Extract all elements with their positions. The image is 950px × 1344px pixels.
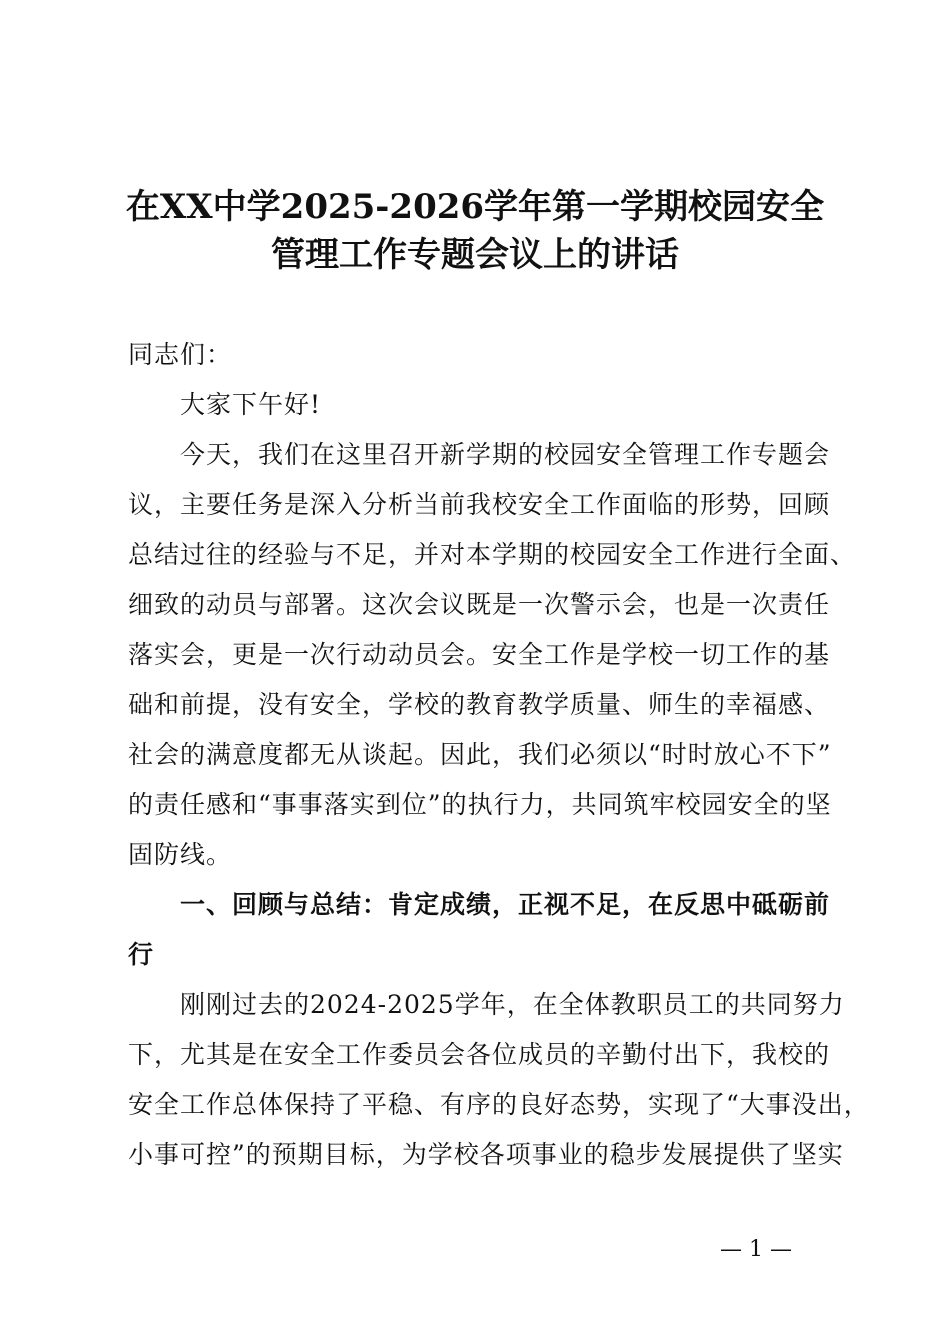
- paragraph-line: 今天，我们在这里召开新学期的校园安全管理工作专题会: [180, 440, 831, 469]
- section-heading-line: 行: [128, 940, 155, 969]
- paragraph-line: 议，主要任务是深入分析当前我校安全工作面临的形势，回顾: [128, 490, 831, 519]
- salutation: 同志们：: [128, 340, 233, 369]
- section-heading-line: 一、回顾与总结：肯定成绩，正视不足，在反思中砥砺前: [180, 890, 831, 919]
- page-number: — 1 —: [720, 1237, 792, 1262]
- document-title-line-1: 在XX中学2025-2026学年第一学期校园安全: [125, 187, 825, 227]
- paragraph-line: 的责任感和“事事落实到位”的执行力，共同筑牢校园安全的坚: [128, 790, 832, 819]
- paragraph-line: 安全工作总体保持了平稳、有序的良好态势，实现了“大事没出，: [128, 1090, 870, 1119]
- paragraph-line: 刚刚过去的2024-2025学年，在全体教职员工的共同努力: [180, 990, 845, 1019]
- paragraph-line: 落实会，更是一次行动动员会。安全工作是学校一切工作的基: [128, 640, 831, 669]
- document-title-line-2: 管理工作专题会议上的讲话: [271, 235, 679, 275]
- paragraph-line: 社会的满意度都无从谈起。因此，我们必须以“时时放心不下”: [128, 740, 832, 769]
- paragraph-line: 下，尤其是在安全工作委员会各位成员的辛勤付出下，我校的: [128, 1040, 831, 1069]
- paragraph-line: 小事可控”的预期目标，为学校各项事业的稳步发展提供了坚实: [128, 1140, 844, 1169]
- greeting: 大家下午好!: [180, 390, 322, 419]
- paragraph-line: 总结过往的经验与不足，并对本学期的校园安全工作进行全面、: [128, 540, 857, 569]
- paragraph-line: 细致的动员与部署。这次会议既是一次警示会，也是一次责任: [128, 590, 831, 619]
- paragraph-line: 础和前提，没有安全，学校的教育教学质量、师生的幸福感、: [128, 690, 831, 719]
- paragraph-line: 固防线。: [128, 840, 233, 869]
